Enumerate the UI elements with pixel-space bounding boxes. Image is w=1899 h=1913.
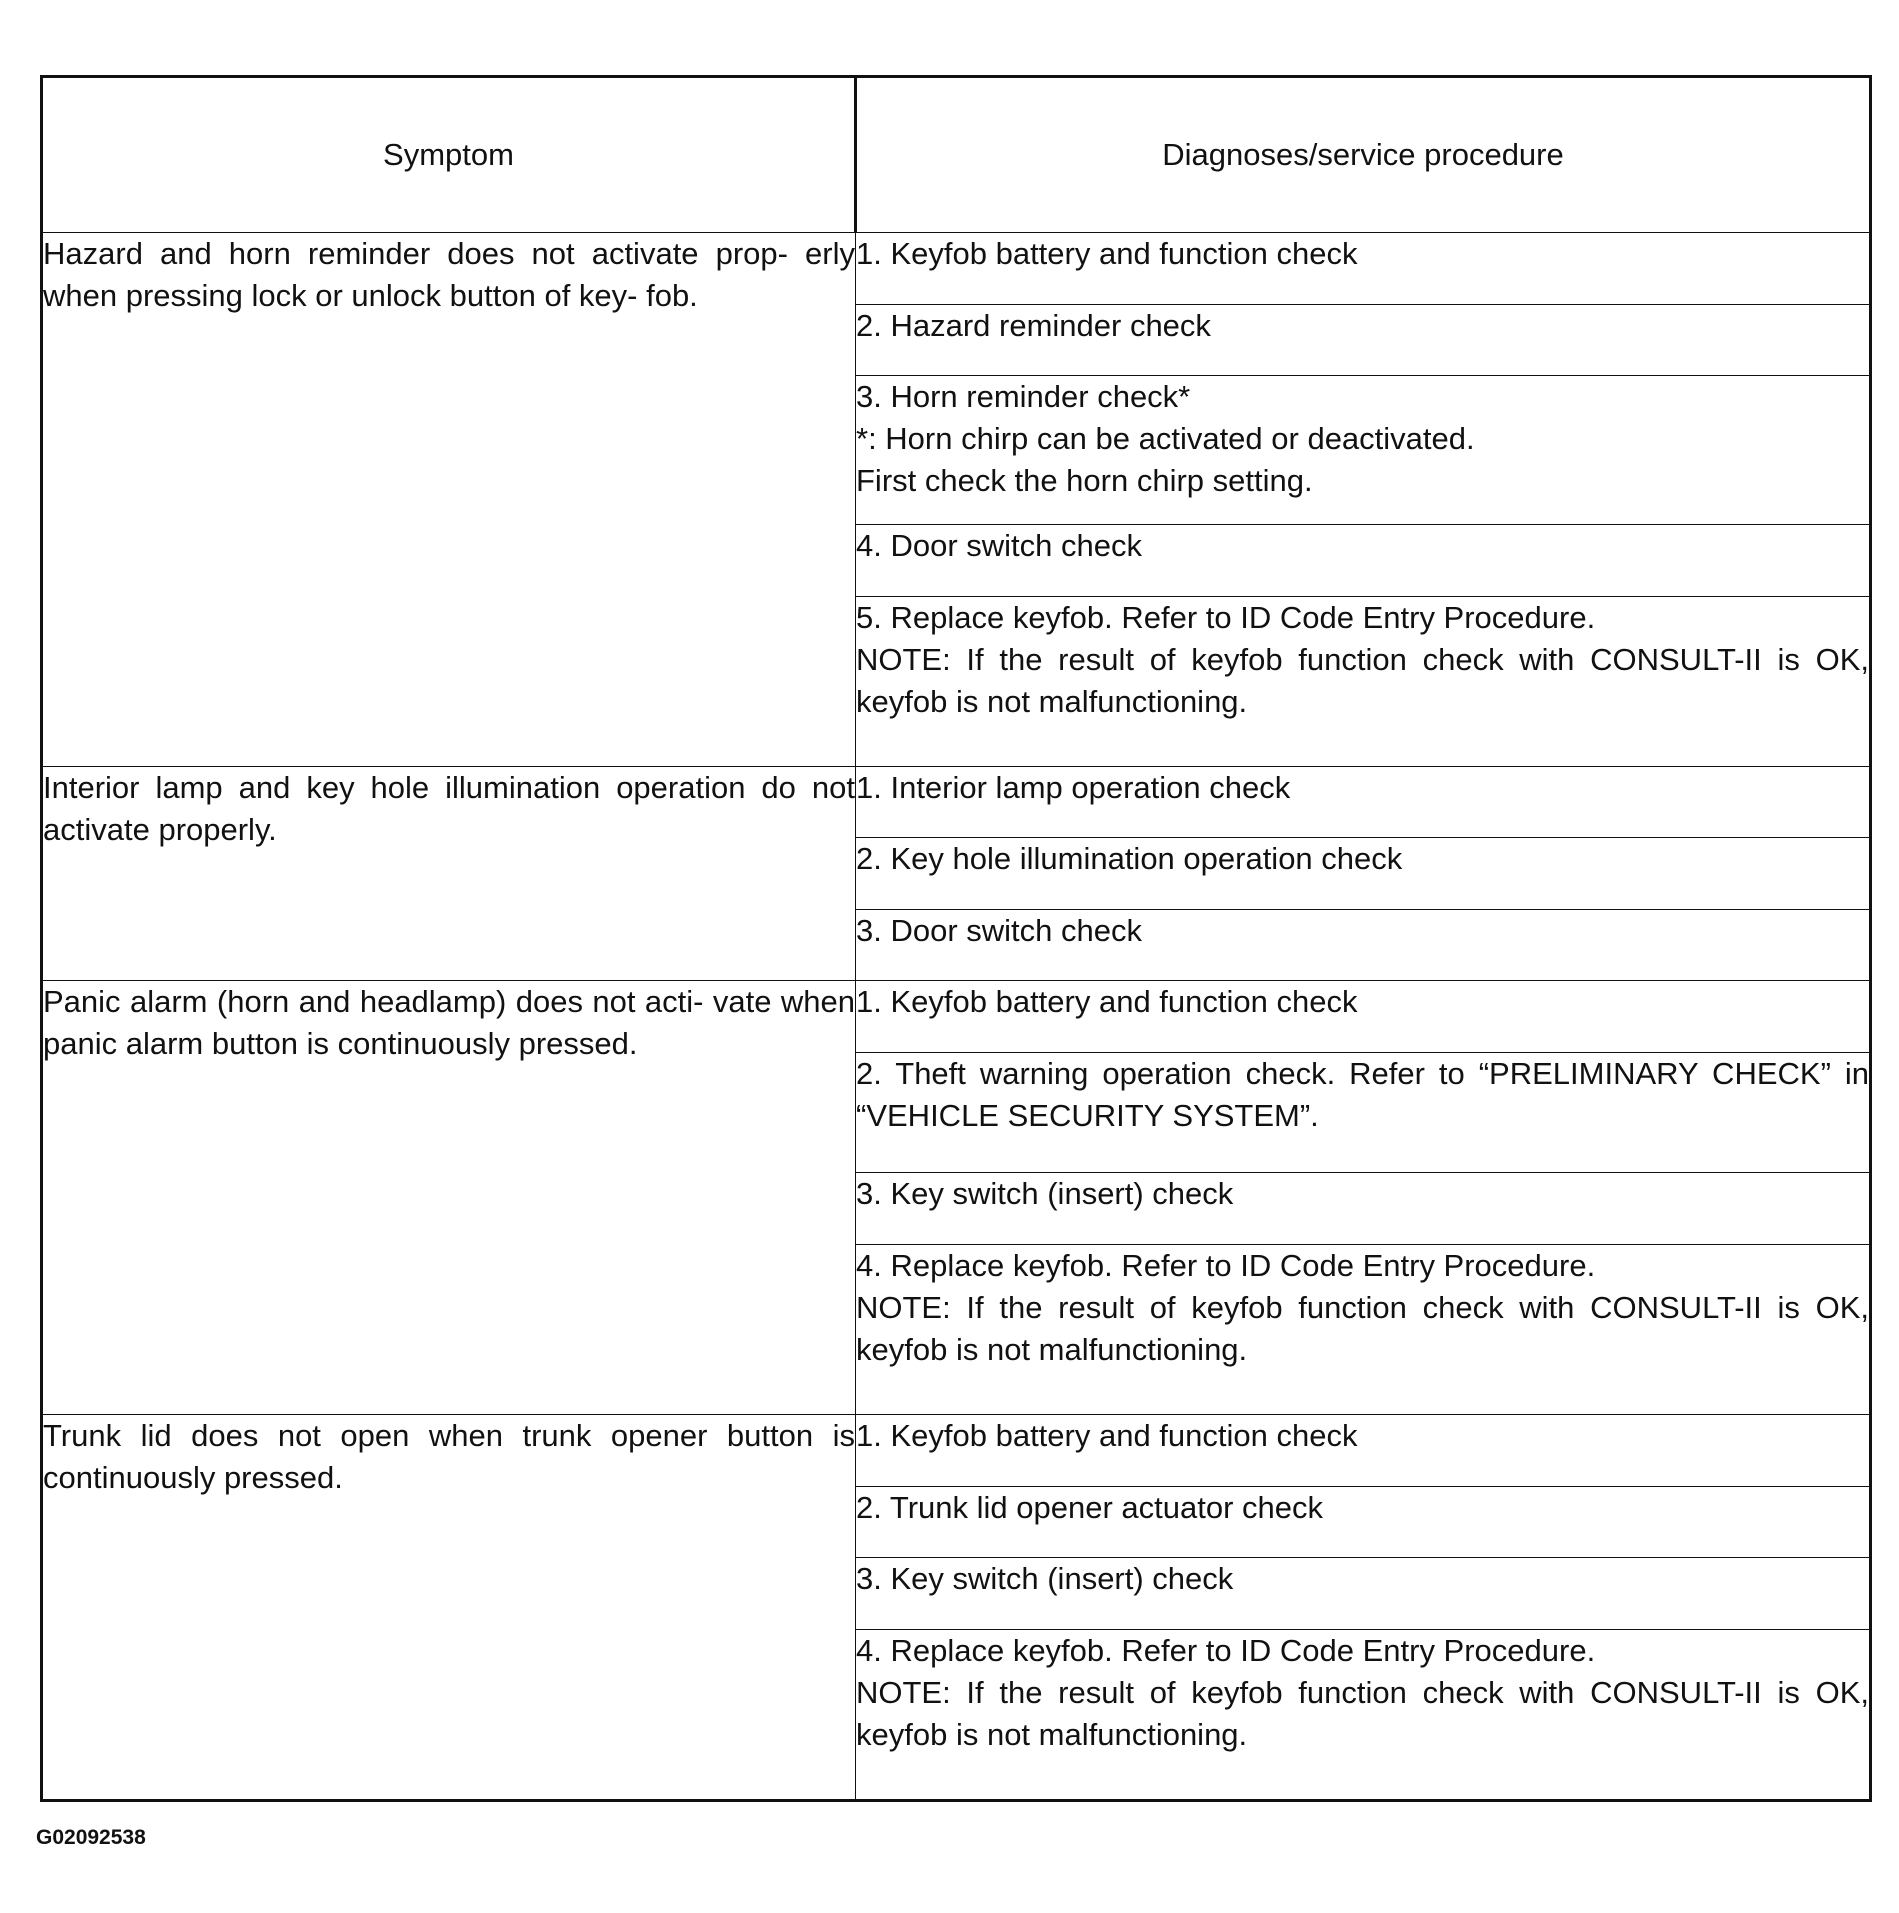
symptom-cell: Hazard and horn reminder does not activate prop- erly when pressing lock or unlock button of key- fob. xyxy=(42,233,856,767)
procedure-cell xyxy=(856,766,1871,838)
procedure-cell xyxy=(856,376,1871,525)
table-row xyxy=(42,766,1871,838)
procedure-cell xyxy=(856,596,1878,766)
symptom-cell: Panic alarm (horn and headlamp) does not acti- vate when panic alarm button is continuously pressed. xyxy=(42,981,856,1415)
procedure-line: 1. Keyfob battery and function check xyxy=(856,1418,1358,1454)
table-row xyxy=(42,233,1871,305)
procedure-line: 3. Key switch (insert) check xyxy=(856,1176,1234,1212)
procedure-cell xyxy=(856,1629,1878,1800)
procedure-cell xyxy=(856,1486,1871,1558)
procedure-note: NOTE: If the result of keyfob function check with CONSULT-II is OK, keyfob is not malfunctioning. xyxy=(856,1290,1878,1368)
procedure-cell xyxy=(856,1245,1878,1415)
header-row xyxy=(42,77,1871,233)
procedure-line: 4. Door switch check xyxy=(856,528,1142,563)
procedure-cell xyxy=(856,1415,1871,1487)
table-row xyxy=(42,981,1871,1053)
procedure-line: 2. Key hole illumination operation check xyxy=(856,841,1403,877)
diagnosis-table xyxy=(40,75,1878,1802)
procedure-line: 3. Door switch check xyxy=(856,912,1142,948)
procedure-line: 3. Key switch (insert) check xyxy=(856,1561,1234,1597)
table-row xyxy=(42,1415,1871,1487)
figure-code: G02092538 xyxy=(36,1826,146,1849)
procedure-line: 5. Replace keyfob. Refer to ID Code Entry Procedure. xyxy=(856,599,1596,635)
procedure-cell xyxy=(856,981,1871,1053)
procedure-line: 1. Keyfob battery and function check xyxy=(856,236,1358,271)
procedure-line: 4. Replace keyfob. Refer to ID Code Entry Procedure. xyxy=(856,1248,1596,1284)
procedure-cell xyxy=(856,233,1871,305)
header-symptom: Symptom xyxy=(42,77,856,233)
procedure-cell xyxy=(856,525,1871,597)
procedure-line: 1. Keyfob battery and function check xyxy=(856,984,1358,1020)
procedure-cell xyxy=(856,1558,1871,1630)
symptom-cell: Trunk lid does not open when trunk opener button is continuously pressed. xyxy=(42,1415,856,1801)
procedure-line: 2. Theft warning operation check. Refer to “PRELIMINARY CHECK” in “VEHICLE SECURITY SYSTEM”. xyxy=(856,1055,1878,1133)
header-procedure: Diagnoses/service procedure xyxy=(856,77,1871,233)
procedure-note: *: Horn chirp can be activated or deactivated. xyxy=(856,421,1475,457)
procedure-note: First check the horn chirp setting. xyxy=(856,463,1313,499)
procedure-line: 2. Hazard reminder check xyxy=(856,307,1211,343)
procedure-cell xyxy=(856,304,1871,376)
procedure-line: 2. Trunk lid opener actuator check xyxy=(856,1489,1323,1525)
procedure-line: 3. Horn reminder check* xyxy=(856,379,1191,415)
procedure-cell xyxy=(856,909,1871,981)
procedure-cell xyxy=(856,838,1871,910)
procedure-note: NOTE: If the result of keyfob function check with CONSULT-II is OK, keyfob is not malfunctioning. xyxy=(856,1674,1878,1752)
procedure-cell xyxy=(856,1052,1878,1173)
procedure-note: NOTE: If the result of keyfob function check with CONSULT-II is OK, keyfob is not malfunctioning. xyxy=(856,641,1878,719)
procedure-line: 4. Replace keyfob. Refer to ID Code Entry Procedure. xyxy=(856,1632,1596,1668)
procedure-cell xyxy=(856,1173,1871,1245)
procedure-line: 1. Interior lamp operation check xyxy=(856,769,1291,805)
symptom-cell: Interior lamp and key hole illumination operation do not activate properly. xyxy=(42,766,856,981)
